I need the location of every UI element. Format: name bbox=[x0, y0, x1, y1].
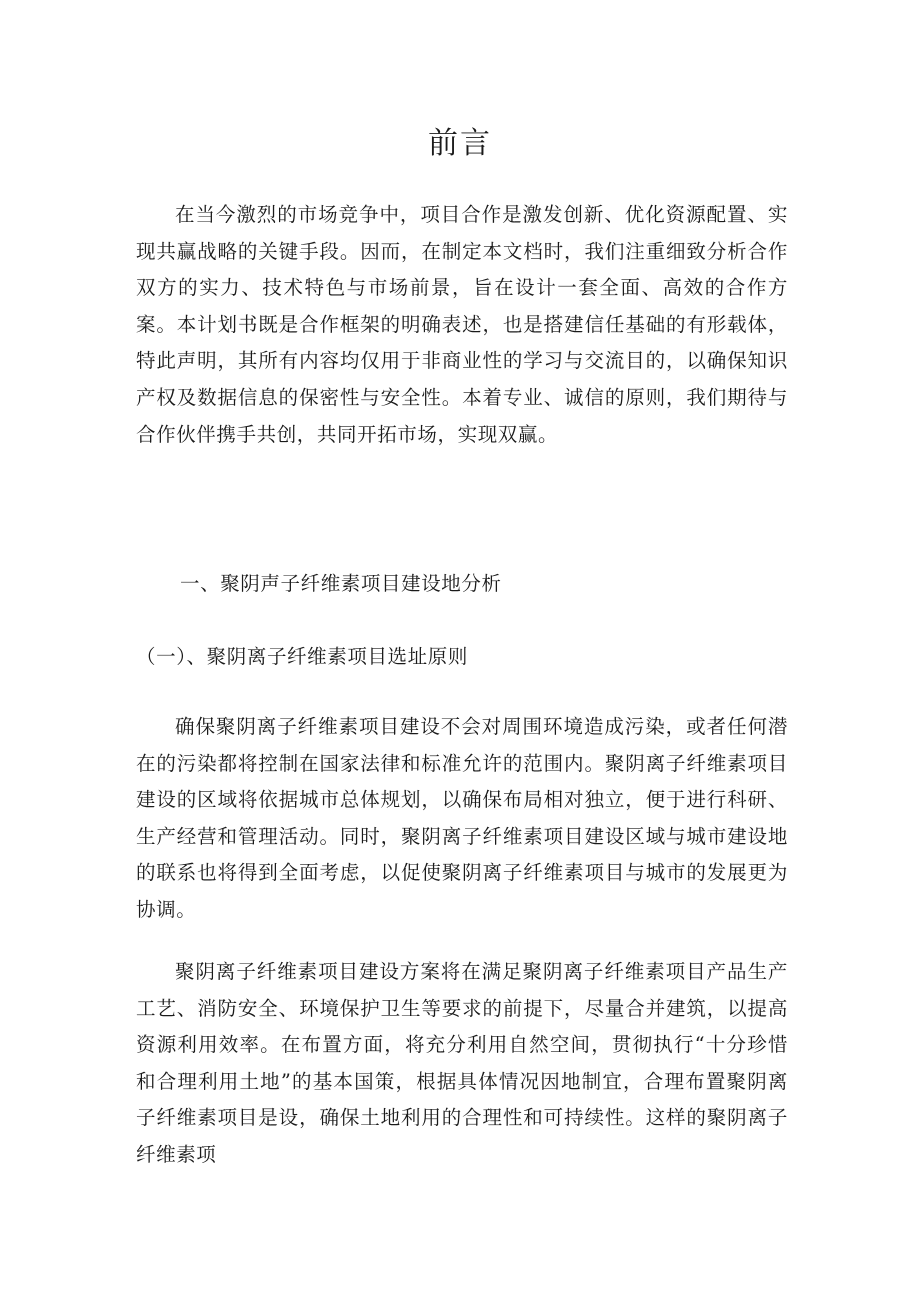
body-paragraph-site-selection: 确保聚阴离子纤维素项目建设不会对周围环境造成污染，或者任何潜在的污染都将控制在国家法律和标准允许的范围内。聚阴离子纤维素项目建设的区域将依据城市总体规划，以确保布局相对独立，便于进行科研、生产经营和管理活动。同时，聚阴离子纤维素项目建设区域与城市建设地的联系也将得到全面考虑，以促使聚阴离子纤维素项目与城市的发展更为协调。 bbox=[136, 715, 788, 921]
section-heading: 一、聚阴声子纤维素项目建设地分析 bbox=[180, 572, 502, 595]
subsection-heading: （一）、聚阴离子纤维素项目选址原则 bbox=[136, 645, 468, 668]
body-paragraph-land-use: 聚阴离子纤维素项目建设方案将在满足聚阴离子纤维素项目产品生产工艺、消防安全、环境保护卫生等要求的前提下，尽量合并建筑，以提高资源利用效率。在布置方面，将充分利用自然空间，贯彻执行“十分珍惜和合理利用土地”的基本国策，根据具体情况因地制宜，合理布置聚阴离子纤维素项目是设，确保土地利用的合理性和可持续性。这样的聚阴离子纤维素项 bbox=[136, 960, 788, 1166]
preface-paragraph: 在当今激烈的市场竞争中，项目合作是激发创新、优化资源配置、实现共赢战略的关键手段。因而，在制定本文档时，我们注重细致分析合作双方的实力、技术特色与市场前景，旨在设计一套全面、高效的合作方案。本计划书既是合作框架的明确表述，也是搭建信任基础的有形载体，特此声明，其所有内容均仅用于非商业性的学习与交流目的，以确保知识产权及数据信息的保密性与安全性。本着专业、诚信的原则，我们期待与合作伙伴携手共创，共同开拓市场，实现双赢。 bbox=[136, 203, 788, 446]
page-title: 前言 bbox=[428, 126, 492, 161]
